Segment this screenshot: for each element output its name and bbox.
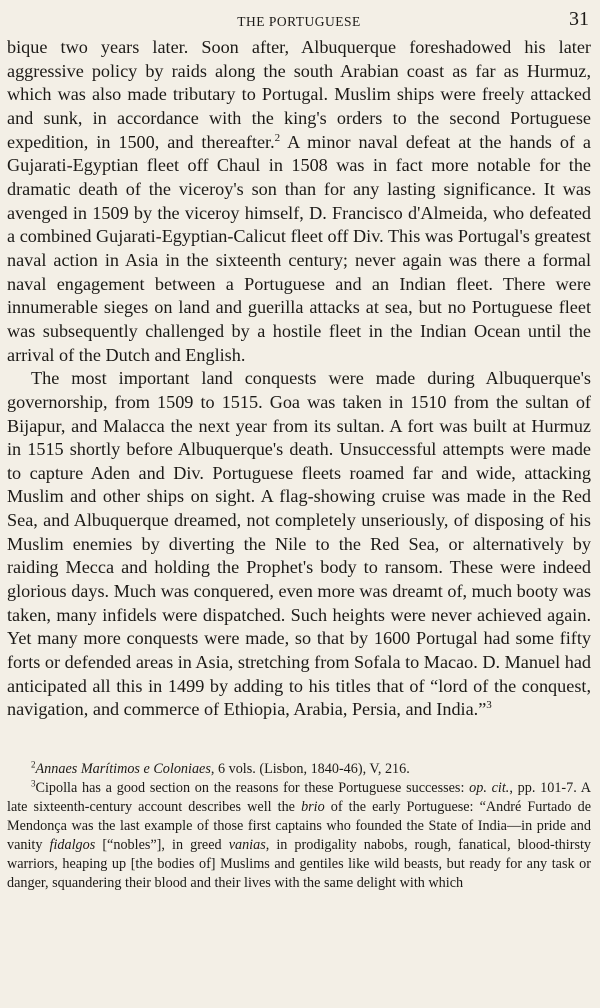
- footnote-italic: fidalgos: [49, 837, 96, 854]
- page-number: 31: [569, 8, 589, 30]
- footnote-ref: 3: [486, 699, 492, 712]
- paragraph-text: The most important land conquests were made during Albuquerque's governorship, from 1509 to 1515. Goa was taken in 1510 from the sultan of Bijapur, and Malacca the next year from its sultan. A fort was built at Hurmuz in 1515 shortly before Albuquerque's death. Unsuccessful attempts were made to capture Aden and Div. Portuguese fleets roamed far and wide, attacking Muslim and other ships on sight. A flag-showing cruise was made in the Red Sea, and Albuquerque dreamed, not completely unseriously, of disposing of his Muslim enemies by diverting the Nile to the Red Sea, or alternatively by raiding Mecca and holding the Prophet's body to ransom. These were indeed glorious days. Much was conquered, even more was dreamt of, much booty was taken, many infidels were dispatched. Such heights were never achieved again. Yet many more conquests were made, so that by 1600 Portugal had some fifty forts or defended areas in Asia, stretching from Sofala to Macao. D. Manuel had anticipated all this in 1499 by adding to his titles that of “lord of the conquest, navigation, and commerce of Ethiopia, Arabia, Persia, and India.”: [7, 368, 591, 720]
- footnote-text: of the early Portuguese: “André Furtado de Mendonça was the last example of those first captains who founded the State of India—in pride and vanity: [7, 799, 591, 854]
- footnote-italic: op. cit.: [469, 780, 510, 797]
- footnotes: [7, 760, 591, 893]
- footnote: [7, 779, 591, 893]
- footnote-text: , pp. 101-7. A late sixteenth-century account describes well the: [7, 780, 591, 816]
- footnote-text: , 6 vols. (Lisbon, 1840-46), V, 216.: [210, 761, 410, 778]
- footnote-mark: 3: [31, 778, 36, 789]
- footnote-text: [“nobles”], in greed: [95, 837, 229, 854]
- paragraph: [7, 36, 591, 367]
- footnote-text: , in prodigality nabobs, rough, fanatical, blood-thirsty warriors, heaping up [the bodies of] Muslims and gentiles like wild beasts, but ready for any task or danger, squandering their blood and their lives with the same delight with which: [7, 837, 591, 892]
- footnote-text: Cipolla has a good section on the reasons for these Portuguese successes:: [35, 780, 470, 797]
- chapter-title: THE PORTUGUESE: [237, 14, 361, 29]
- paragraph-text: A minor naval defeat at the hands of a Gujarati-Egyptian fleet off Chaul in 1508 was in fact more notable for the dramatic death of the viceroy's son than for any lasting significance. It was avenged in 1509 by the viceroy himself, D. Francisco d'Almeida, who defeated a combined Gujarati-Egyptian-Calicut fleet off Div. This was Portugal's greatest naval action in Asia in the sixteenth century; never again was there a formal naval engagement between a Portuguese and an Indian fleet. There were innumerable sieges on land and guerilla attacks at sea, but no Portuguese fleet was subsequently challenged by a hostile fleet in the Indian Ocean until the arrival of the Dutch and English.: [7, 131, 591, 365]
- footnote-italic: vanias: [228, 837, 266, 854]
- paragraph-text: bique two years later. Soon after, Albuquerque foreshadowed his later aggressive policy by raids along the south Arabian coast as far as Hurmuz, which was also made tributary to Portugal. Muslim ships were freely attacked and sunk, in accordance with the king's orders to the second Portuguese expedition, in 1500, and thereafter.: [7, 37, 591, 152]
- body-text: [7, 36, 591, 722]
- paragraph: [7, 367, 591, 722]
- running-head: [7, 6, 591, 36]
- footnote: [7, 760, 591, 779]
- footnote-title: Annaes Marítimos e Coloniaes: [35, 761, 211, 778]
- footnote-mark: 2: [31, 759, 36, 770]
- footnote-italic: brio: [301, 799, 325, 816]
- footnote-ref: 2: [274, 131, 281, 144]
